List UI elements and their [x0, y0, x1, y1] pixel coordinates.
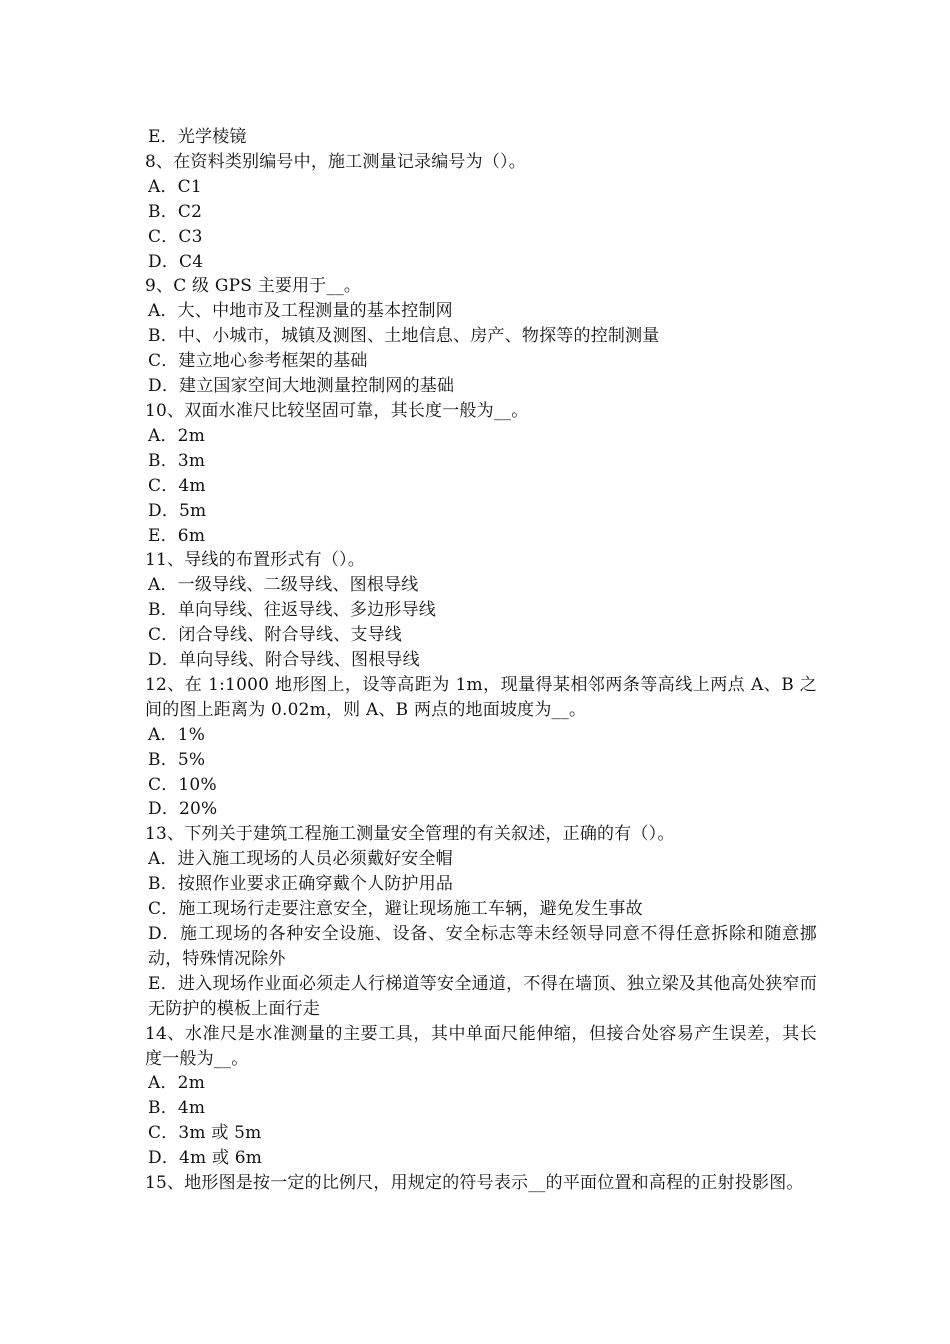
option-line: B．4m [148, 1098, 206, 1119]
question-line: 11、导线的布置形式有（）。 [145, 550, 365, 571]
option-line: D．施工现场的各种安全设施、设备、安全标志等未经领导同意不得任意拆除和随意挪动，特殊情况除外 [148, 924, 817, 969]
option-line: A．C1 [148, 176, 202, 197]
option-line: D．C4 [148, 251, 204, 272]
option-line: A．1% [148, 724, 206, 745]
option-line: A．进入施工现场的人员必须戴好安全帽 [148, 849, 453, 870]
option-line: D．5m [148, 500, 207, 521]
option-line: A．大、中地市及工程测量的基本控制网 [148, 301, 453, 322]
option-line: B．C2 [148, 201, 203, 222]
option-line: E．6m [148, 525, 206, 546]
question-line: 15、地形图是按一定的比例尺，用规定的符号表示__的平面位置和高程的正射投影图。 [145, 1173, 804, 1194]
option-line: A．2m [148, 425, 206, 446]
option-line: C．3m 或 5m [148, 1123, 262, 1144]
document-page [145, 125, 817, 1196]
option-line: C．建立地心参考框架的基础 [148, 351, 368, 372]
option-line: D．建立国家空间大地测量控制网的基础 [148, 376, 455, 397]
question-line: 9、C 级 GPS 主要用于__。 [145, 276, 362, 297]
question-line: 8、在资料类别编号中，施工测量记录编号为（）。 [145, 151, 526, 172]
option-line: B．3m [148, 450, 206, 471]
question-line: 12、在 1:1000 地形图上，设等高距为 1m，现量得某相邻两条等高线上两点 A、B 之间的图上距离为 0.02m，则 A、B 两点的地面坡度为__。 [145, 674, 817, 720]
option-line: D．单向导线、附合导线、图根导线 [148, 650, 420, 671]
question-line: 14、水准尺是水准测量的主要工具，其中单面尺能伸缩，但接合处容易产生误差，其长度一般为__。 [145, 1023, 817, 1069]
question-line: 13、下列关于建筑工程施工测量安全管理的有关叙述，正确的有（）。 [145, 824, 675, 845]
option-line: A．一级导线、二级导线、图根导线 [148, 575, 419, 596]
option-line: E．进入现场作业面必须走人行梯道等安全通道，不得在墙顶、独立梁及其他高处狭窄而无防护的模板上面行走 [148, 973, 817, 1019]
option-line: C．C3 [148, 226, 203, 247]
question-line: 10、双面水准尺比较坚固可靠，其长度一般为__。 [145, 400, 529, 421]
option-line: E．光学棱镜 [148, 127, 247, 147]
option-line: C．施工现场行走要注意安全，避让现场施工车辆，避免发生事故 [148, 899, 643, 920]
option-line: C．10% [148, 774, 217, 795]
option-line: B．按照作业要求正确穿戴个人防护用品 [148, 874, 454, 895]
option-line: A．2m [148, 1073, 206, 1094]
option-line: D．20% [148, 799, 218, 820]
option-line: B．5% [148, 749, 206, 770]
option-line: C．闭合导线、附合导线、支导线 [148, 625, 403, 646]
option-line: B．单向导线、往返导线、多边形导线 [148, 600, 436, 621]
option-line: C．4m [148, 475, 206, 496]
option-line: D．4m 或 6m [148, 1148, 263, 1169]
option-line: B．中、小城市，城镇及测图、土地信息、房产、物探等的控制测量 [148, 326, 660, 347]
